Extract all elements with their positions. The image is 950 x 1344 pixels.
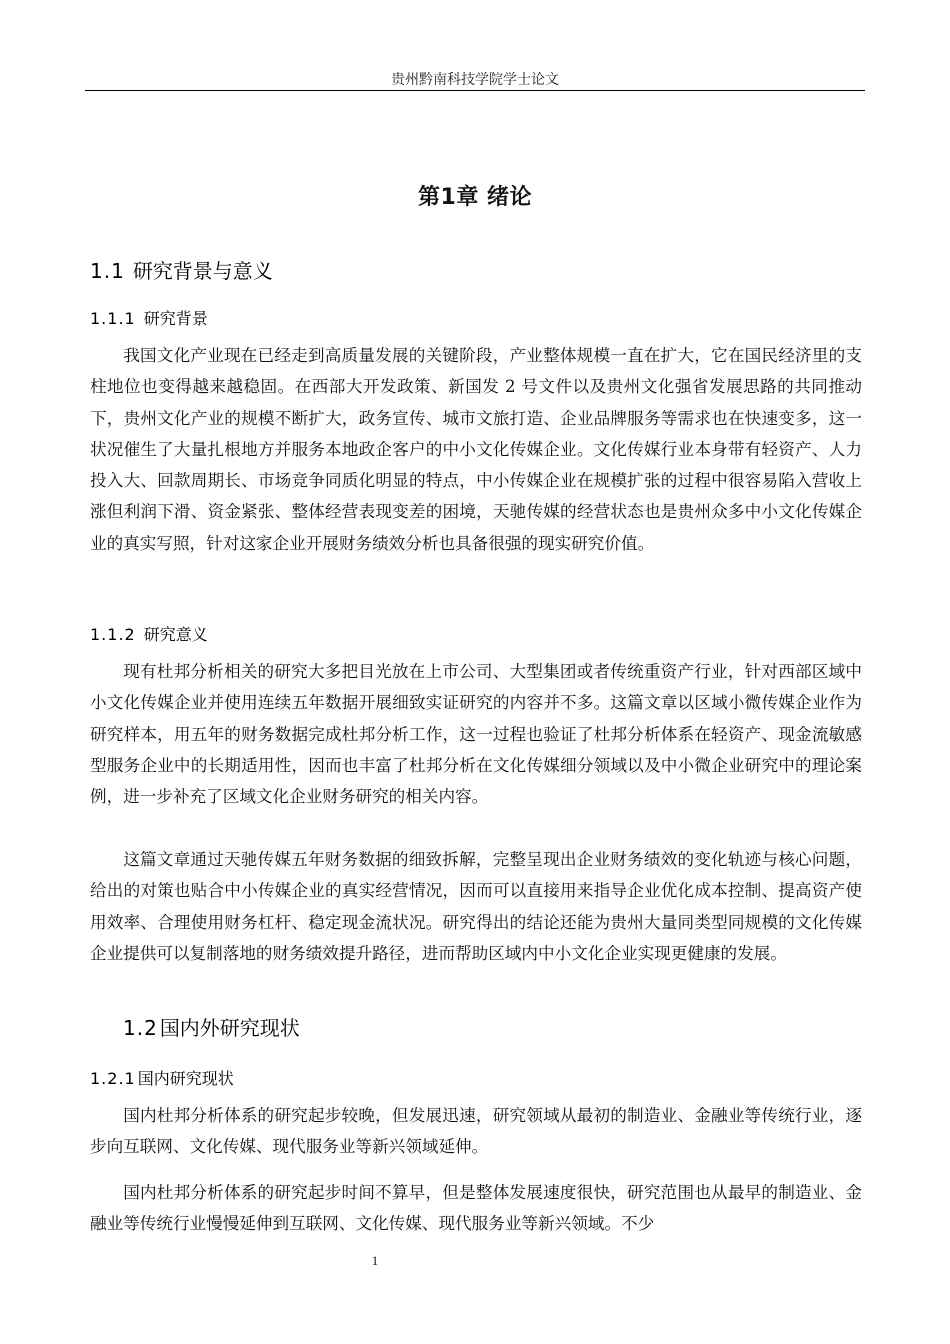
section-number: 1.1.1 [90,309,136,328]
section-heading-1-1-1 [90,306,208,329]
page-number: 1 [371,1253,379,1268]
paragraph: 国内杜邦分析体系的研究起步较晚，但发展迅速，研究领域从最初的制造业、金融业等传统行业，逐步向互联网、文化传媒、现代服务业等新兴领域延伸。 [90,1106,862,1157]
section-title: 研究背景与意义 [132,259,273,283]
paragraph: 这篇文章通过天驰传媒五年财务数据的细致拆解，完整呈现出企业财务绩效的变化轨迹与核心问题，给出的对策也贴合中小传媒企业的真实经营情况，因而可以直接用来指导企业优化成本控制、提高资产使用效率、合理使用财务杠杆、稳定现金流状况。研究得出的结论还能为贵州大量同类型同规模的文化传媒企业提供可以复制落地的财务绩效提升路径，进而帮助区域内中小文化企业实现更健康的发展。 [90,850,862,963]
section-title: 研究背景 [143,309,208,328]
section-title: 国内外研究现状 [159,1016,300,1040]
section-number: 1.1 [90,259,125,283]
section-heading-1-1-2 [90,622,208,645]
header-rule [85,90,865,91]
section-number: 1.1.2 [90,625,136,644]
section-number: 1.2.1 [90,1069,136,1088]
section-title: 国内研究现状 [137,1069,234,1088]
section-heading-1-2 [123,1012,300,1041]
paragraph: 我国文化产业现在已经走到高质量发展的关键阶段，产业整体规模一直在扩大，它在国民经济里的支柱地位也变得越来越稳固。在西部大开发政策、新国发 2 号文件以及贵州文化强省发展思路的共同推动下，贵州文化产业的规模不断扩大，政务宣传、城市文旅打造、企业品牌服务等需求也在快速变多，这一状况催生了大量扎根地方并服务本地政企客户的中小文化传媒企业。文化传媒行业本身带有轻资产、人力投入大、回款周期长、市场竞争同质化明显的特点，中小传媒企业在规模扩张的过程中很容易陷入营收上涨但利润下滑、资金紧张、整体经营表现变差的困境，天驰传媒的经营状态也是贵州众多中小文化传媒企业的真实写照，针对这家企业开展财务绩效分析也具备很强的现实研究价值。 [90,346,862,553]
section-number: 1.2 [123,1016,158,1040]
chapter-title: 第1章 绪论 [418,185,532,210]
running-header: 贵州黔南科技学院学士论文 [391,72,559,88]
section-heading-1-2-1 [90,1066,234,1089]
paragraph: 现有杜邦分析相关的研究大多把目光放在上市公司、大型集团或者传统重资产行业，针对西部区域中小文化传媒企业并使用连续五年数据开展细致实证研究的内容并不多。这篇文章以区域小微传媒企业作为研究样本，用五年的财务数据完成杜邦分析工作，这一过程也验证了杜邦分析体系在轻资产、现金流敏感型服务企业中的长期适用性，因而也丰富了杜邦分析在文化传媒细分领域以及中小微企业研究中的理论案例，进一步补充了区域文化企业财务研究的相关内容。 [90,662,862,807]
section-title: 研究意义 [143,625,208,644]
section-heading-1-1 [90,255,273,284]
paragraph: 国内杜邦分析体系的研究起步时间不算早，但是整体发展速度很快，研究范围也从最早的制造业、金融业等传统行业慢慢延伸到互联网、文化传媒、现代服务业等新兴领域。不少 [90,1183,862,1234]
